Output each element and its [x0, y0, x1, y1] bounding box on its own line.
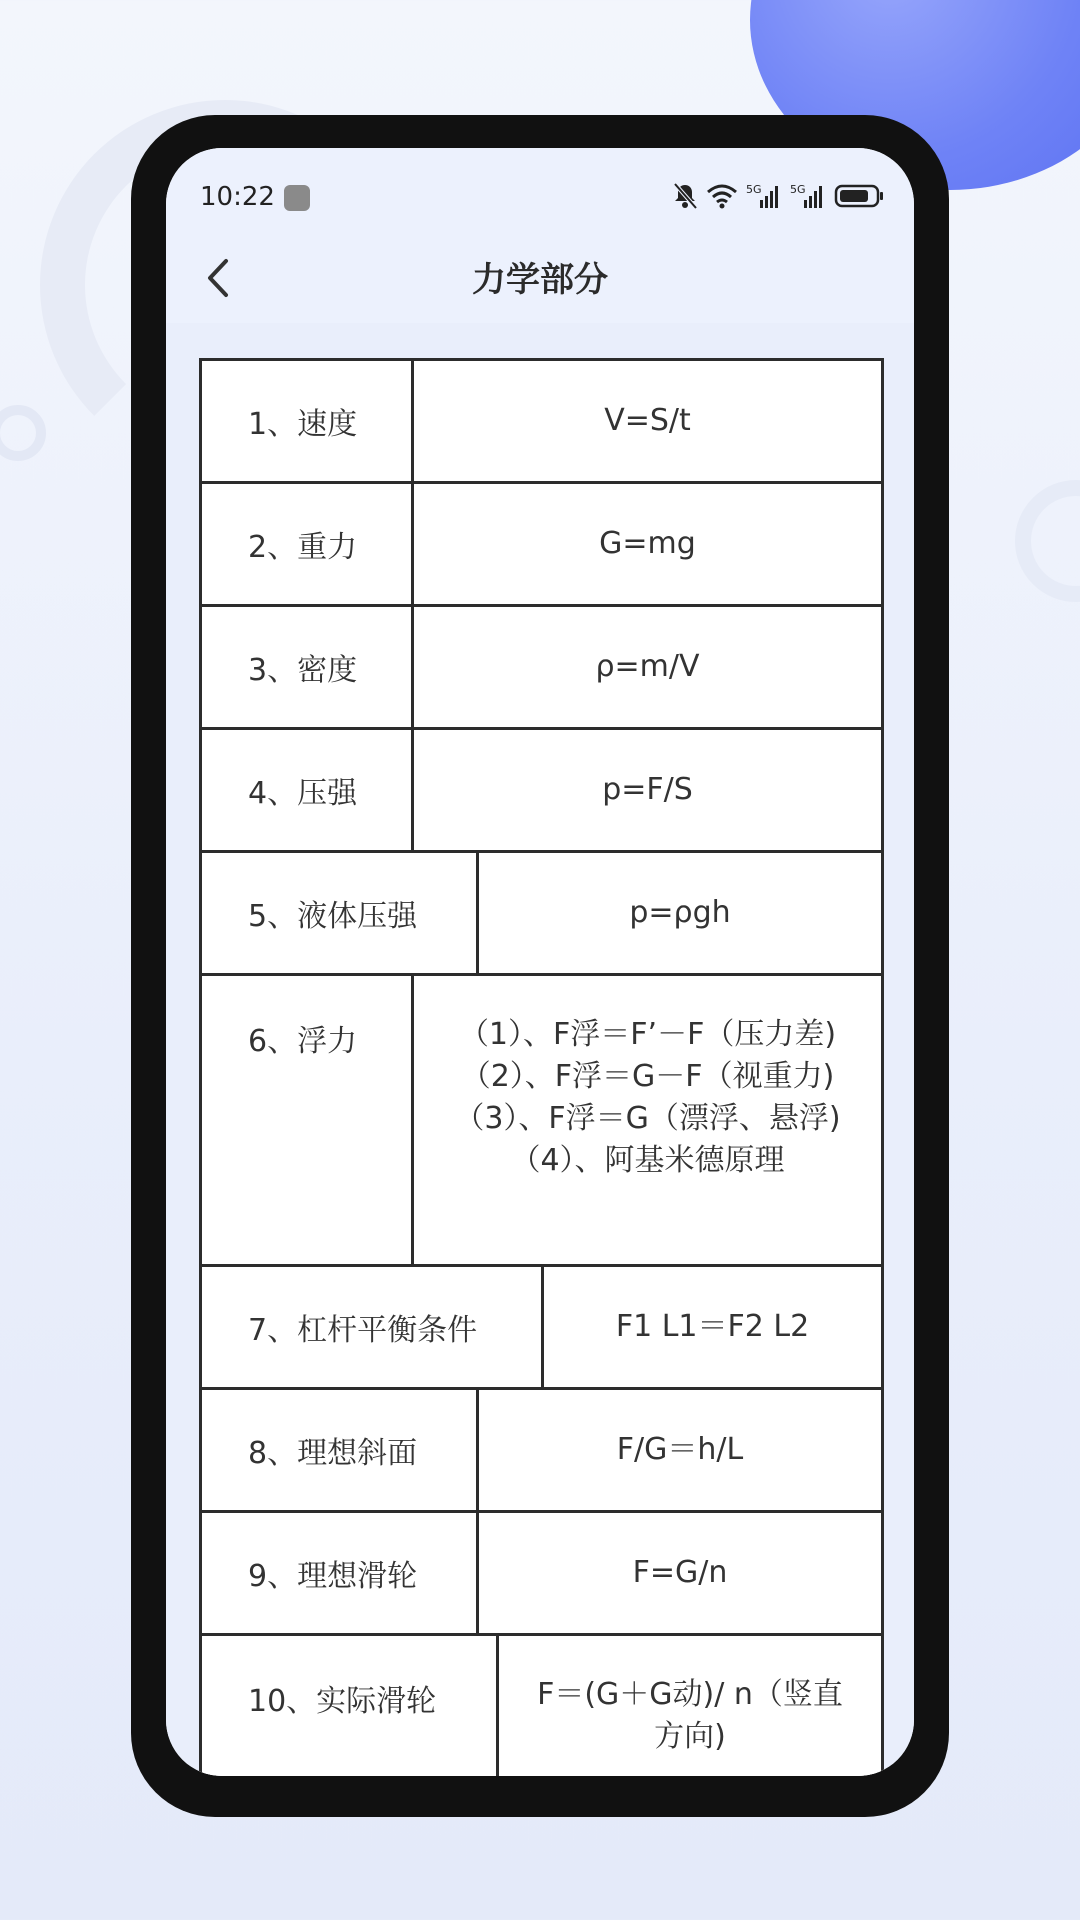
table-row	[202, 361, 884, 484]
table-row	[202, 607, 884, 730]
formula-value: F=G/n	[479, 1513, 884, 1633]
wifi-icon	[706, 183, 738, 209]
formula-value: （1）、F浮＝F’－F（压力差)（2）、F浮＝G－F（视重力)（3）、F浮＝G（漂浮、悬浮)（4）、阿基米德原理	[414, 976, 884, 1264]
signal-5g-icon	[746, 182, 782, 210]
table-row	[202, 976, 884, 1267]
formula-value: V=S/t	[414, 361, 884, 481]
formula-table	[199, 358, 884, 1776]
formula-label: 1、速度	[202, 361, 414, 481]
formula-value: F＝(G＋G动)/ n（竖直方向)	[499, 1636, 884, 1776]
table-row	[202, 1267, 884, 1390]
formula-label: 4、压强	[202, 730, 414, 850]
status-icons	[672, 182, 884, 210]
formula-value: ρ=m/V	[414, 607, 884, 727]
formula-value: F1 L1＝F2 L2	[544, 1267, 884, 1387]
content-area	[166, 323, 914, 1776]
formula-label: 8、理想斜面	[202, 1390, 479, 1510]
battery-icon	[834, 183, 884, 209]
formula-label: 7、杠杆平衡条件	[202, 1267, 544, 1387]
formula-label: 5、液体压强	[202, 853, 479, 973]
header	[166, 148, 914, 323]
notification-muted-icon	[672, 182, 698, 210]
app-notification-icon	[284, 185, 310, 211]
table-row	[202, 730, 884, 853]
signal-5g-icon	[790, 182, 826, 210]
formula-label: 3、密度	[202, 607, 414, 727]
svg-text:5G: 5G	[790, 183, 806, 196]
table-row	[202, 1636, 884, 1776]
formula-value: F/G＝h/L	[479, 1390, 884, 1510]
decorative-ring	[1015, 480, 1080, 602]
formula-label: 6、浮力	[202, 976, 414, 1264]
status-bar	[200, 178, 884, 218]
formula-label: 9、理想滑轮	[202, 1513, 479, 1633]
formula-value: p=ρgh	[479, 853, 884, 973]
table-row	[202, 484, 884, 607]
formula-label: 2、重力	[202, 484, 414, 604]
table-row	[202, 1513, 884, 1636]
phone-screen	[166, 148, 914, 1776]
formula-value: G=mg	[414, 484, 884, 604]
table-row	[202, 1390, 884, 1513]
svg-text:5G: 5G	[746, 183, 762, 196]
formula-label: 10、实际滑轮	[202, 1636, 499, 1776]
decorative-ring	[0, 405, 46, 461]
status-time: 10:22	[200, 182, 275, 212]
formula-value: p=F/S	[414, 730, 884, 850]
table-row	[202, 853, 884, 976]
page-title: 力学部分	[472, 260, 608, 300]
